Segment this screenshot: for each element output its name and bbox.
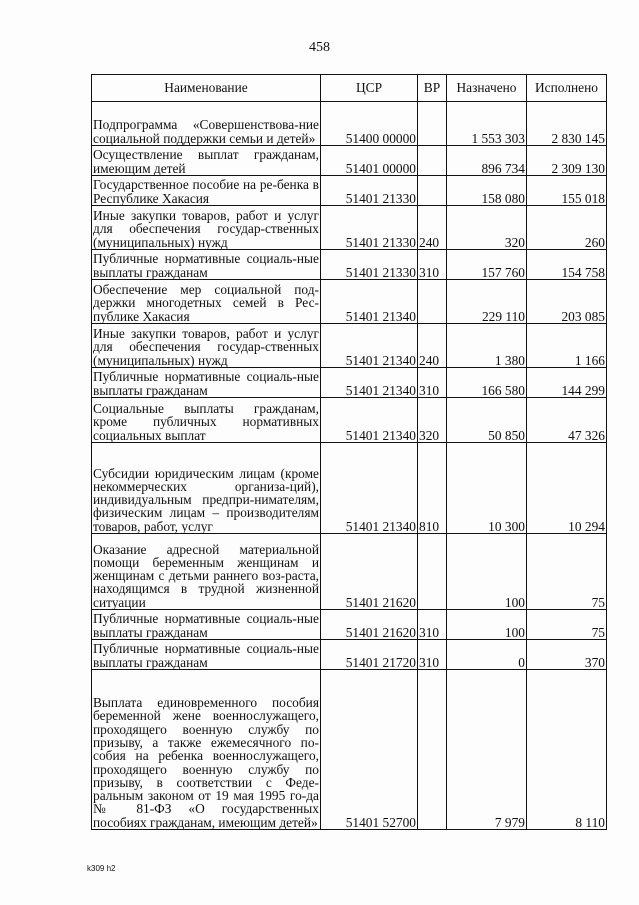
row-csr: 51401 21330 [321, 176, 418, 206]
row-assigned: 7 979 [447, 670, 527, 830]
row-executed: 2 309 130 [527, 146, 607, 176]
row-vr [418, 280, 447, 324]
table-row [92, 102, 607, 146]
header-vr: ВР [418, 75, 447, 102]
table-header-row [92, 75, 607, 102]
row-executed: 144 299 [527, 368, 607, 398]
row-executed: 8 110 [527, 670, 607, 830]
row-name: Публичные нормативные социаль-ные выплаты гражданам [93, 611, 319, 640]
row-csr: 51401 00000 [321, 146, 418, 176]
row-name: Социальные выплаты гражданам, кроме публичных нормативных социальных выплат [92, 398, 321, 443]
row-executed: 75 [527, 534, 607, 610]
row-name: Государственное пособие на ре-бенка в Республике Хакасия [93, 177, 319, 206]
row-csr: 51401 21720 [321, 640, 418, 670]
row-assigned: 10 300 [447, 443, 527, 534]
table-row [92, 250, 607, 280]
table-row [92, 398, 607, 443]
row-name: Обеспечение мер социальной под-держки многодетных семей в Рес-публике Хакасия [92, 280, 321, 324]
row-csr: 51401 21620 [321, 610, 418, 640]
row-csr: 51401 21340 [321, 324, 418, 368]
row-vr [418, 670, 447, 830]
row-vr: 810 [418, 443, 447, 534]
table-row [92, 176, 607, 206]
row-vr [418, 146, 447, 176]
row-csr: 51401 21330 [321, 206, 418, 250]
row-vr: 310 [418, 250, 447, 280]
row-name: Иные закупки товаров, работ и услуг для обеспечения государ-ственных (муниципальных) нужд [92, 206, 321, 250]
row-name: Публичные нормативные социаль-ные выплаты гражданам [93, 251, 319, 280]
row-assigned: 100 [447, 610, 527, 640]
table-row [92, 146, 607, 176]
row-executed: 47 326 [527, 398, 607, 443]
row-name: Выплата единовременного пособия беременной жене военнослужащего, проходящего военную службу по призыву, а также ежемесячного по-собия на ребенка военнослужащего, проходящего военную службу по призыву, в соответствии с Феде-ральным законом от 19 мая 1995 го-да № 81-ФЗ «О государственных пособиях гражданам, имеющим детей» [92, 670, 321, 830]
row-name: Субсидии юридическим лицам (кроме некоммерческих организа-ций), индивидуальным предпри-нимателям, физическим лицам – производителям товаров, работ, услуг [92, 443, 321, 534]
row-executed: 154 758 [527, 250, 607, 280]
row-assigned: 158 080 [447, 176, 527, 206]
row-executed: 10 294 [527, 443, 607, 534]
header-name: Наименование [92, 75, 321, 102]
row-vr: 240 [418, 206, 447, 250]
row-executed: 2 830 145 [527, 102, 607, 146]
row-name: Подпрограмма «Совершенствова-ние социальной поддержки семьи и детей» [92, 102, 321, 146]
row-executed: 370 [527, 640, 607, 670]
row-csr: 51401 21340 [321, 280, 418, 324]
row-csr: 51401 21340 [321, 443, 418, 534]
row-vr: 310 [418, 640, 447, 670]
row-csr: 51401 21620 [321, 534, 418, 610]
row-name: Иные закупки товаров, работ и услуг для обеспечения государ-ственных (муниципальных) нужд [92, 324, 321, 368]
table-row [92, 324, 607, 368]
row-vr [418, 102, 447, 146]
row-name: Осуществление выплат гражданам, имеющим детей [93, 147, 319, 176]
row-name: Публичные нормативные социаль-ные выплаты гражданам [93, 641, 319, 670]
row-vr [418, 534, 447, 610]
row-csr: 51401 52700 [321, 670, 418, 830]
row-assigned: 229 110 [447, 280, 527, 324]
row-vr: 310 [418, 610, 447, 640]
row-executed: 260 [527, 206, 607, 250]
row-executed: 155 018 [527, 176, 607, 206]
row-csr: 51401 21340 [321, 368, 418, 398]
row-executed: 1 166 [527, 324, 607, 368]
row-assigned: 50 850 [447, 398, 527, 443]
table-row [92, 368, 607, 398]
row-assigned: 100 [447, 534, 527, 610]
row-assigned: 896 734 [447, 146, 527, 176]
table-row [92, 610, 607, 640]
row-assigned: 0 [447, 640, 527, 670]
row-csr: 51401 21340 [321, 398, 418, 443]
row-vr: 240 [418, 324, 447, 368]
table-row [92, 640, 607, 670]
header-executed: Исполнено [527, 75, 607, 102]
row-csr: 51401 21330 [321, 250, 418, 280]
row-name: Оказание адресной материальной помощи беременным женщинам и женщинам с детьми раннего воз-раста, находящимся в трудной жизненной ситуации [92, 534, 321, 610]
row-name: Публичные нормативные социаль-ные выплаты гражданам [93, 369, 319, 398]
row-assigned: 157 760 [447, 250, 527, 280]
budget-table [91, 74, 607, 830]
table-row [92, 443, 607, 534]
row-vr: 310 [418, 368, 447, 398]
header-assigned: Назначено [447, 75, 527, 102]
row-executed: 75 [527, 610, 607, 640]
table-row [92, 670, 607, 830]
table-row [92, 534, 607, 610]
table-row [92, 280, 607, 324]
row-vr [418, 176, 447, 206]
row-assigned: 320 [447, 206, 527, 250]
page-number: 458 [309, 40, 330, 55]
row-assigned: 1 380 [447, 324, 527, 368]
row-assigned: 1 553 303 [447, 102, 527, 146]
row-vr: 320 [418, 398, 447, 443]
row-csr: 51400 00000 [321, 102, 418, 146]
row-assigned: 166 580 [447, 368, 527, 398]
table-row [92, 206, 607, 250]
footer-code: k309 h2 [87, 864, 116, 873]
header-csr: ЦСР [321, 75, 418, 102]
row-executed: 203 085 [527, 280, 607, 324]
